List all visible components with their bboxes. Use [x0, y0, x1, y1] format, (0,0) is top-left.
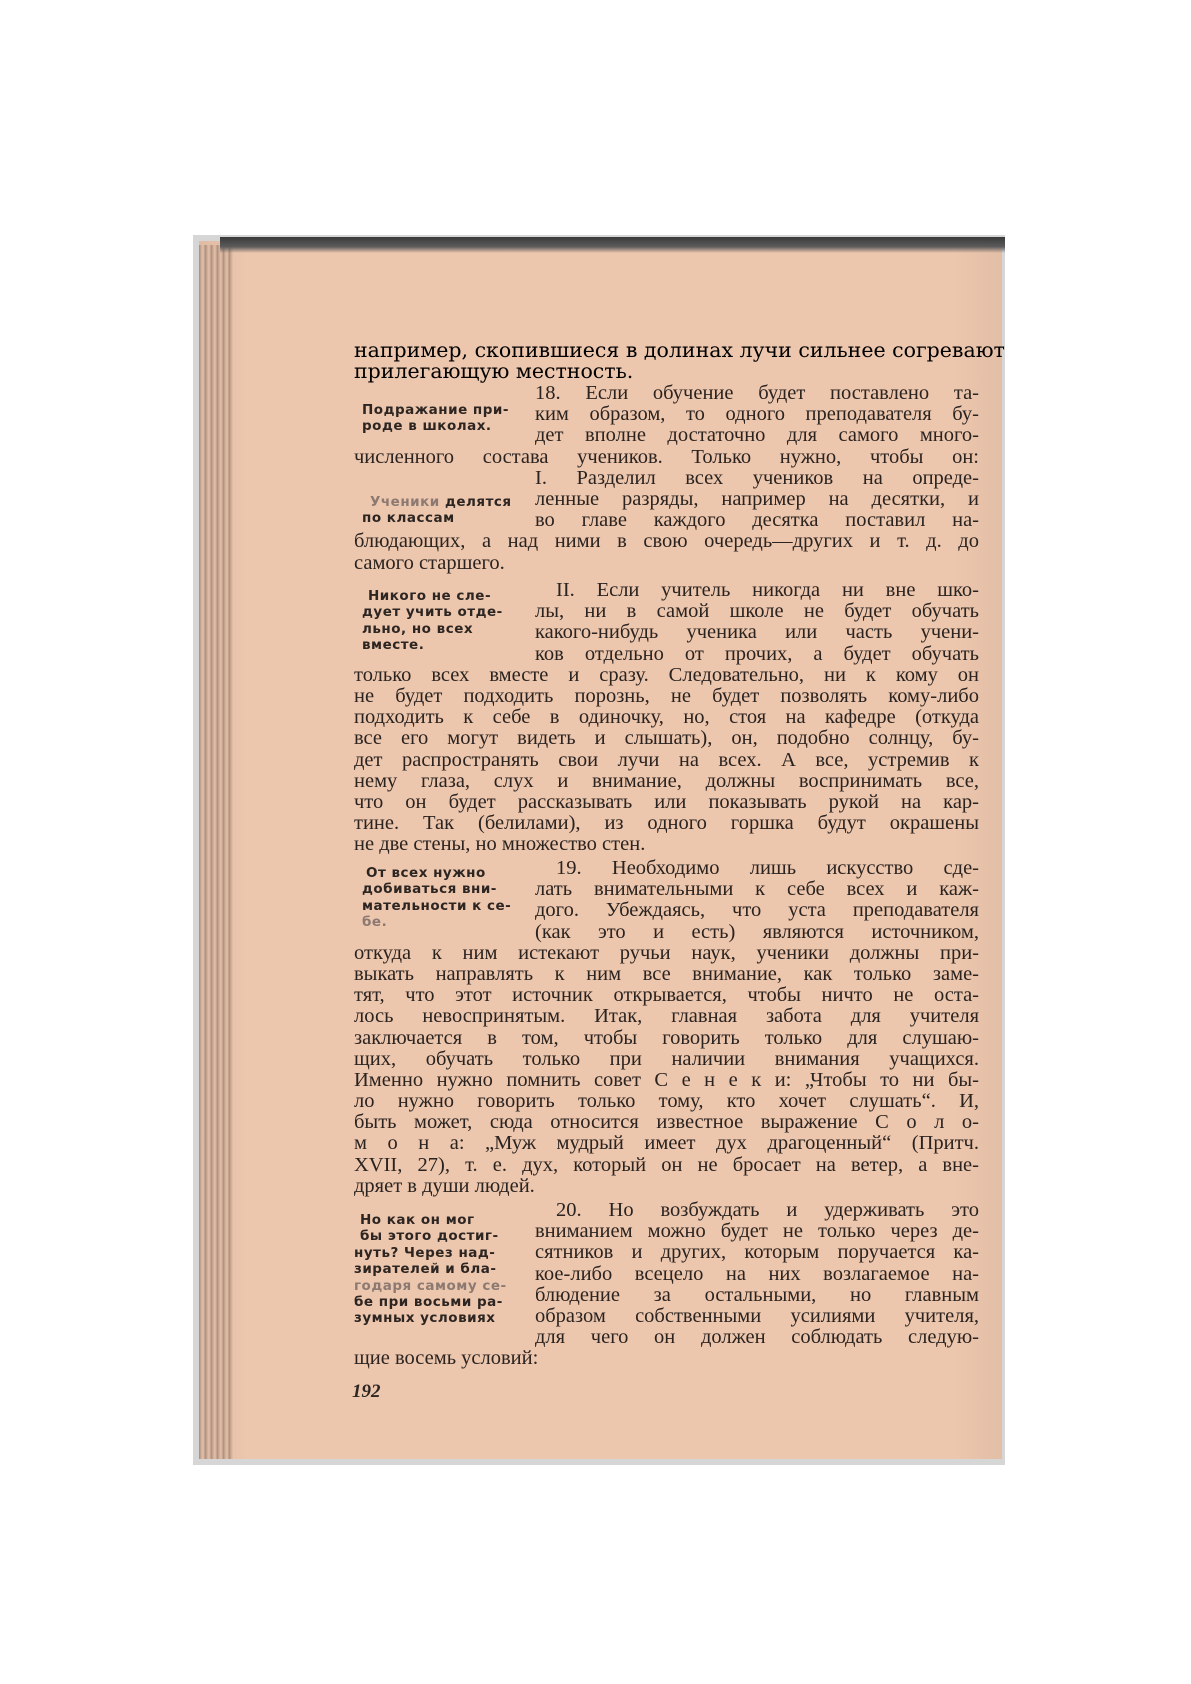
text-line: образом собственными усилиями учителя, [535, 1304, 979, 1327]
text-line: например, скопившиеся в долинах лучи сильнее согревают [354, 338, 1005, 362]
text-line: что он будет рассказывать или показывать рукой на кар- [354, 790, 979, 813]
margin-note-not-separately [362, 588, 543, 654]
margin-note-line: делятся [444, 494, 512, 510]
text-line: блюдающих, а над ними в свою очередь—других и т. д. до [354, 530, 979, 553]
text-line: во главе каждого десятка поставил на- [535, 509, 979, 532]
text-line: заключается в том, чтобы говорить только для слушаю- [354, 1026, 979, 1049]
text-line: блюдение за остальными, но главным [535, 1283, 979, 1306]
text-line: не две стены, но множество стен. [354, 833, 646, 856]
margin-note-line: бе при восьми ра- [354, 1294, 503, 1311]
text-line: лось невоспринятым. Итак, главная забота для учителя [354, 1005, 979, 1028]
text-line: ло нужно говорить только тому, кто хочет слушать“. И, [354, 1090, 979, 1113]
text-line: кое-либо всецело на них возлагаемое на- [535, 1262, 979, 1285]
text-line: XVII, 27), т. е. дух, который он не бросает на ветер, а вне- [354, 1153, 979, 1176]
text-line: ленные разряды, например на десятки, и [535, 487, 979, 510]
margin-note-how [354, 1212, 535, 1327]
text-line: дого. Убеждаясь, что уста преподавателя [535, 899, 979, 922]
text-line: для чего он должен соблюдать следую- [535, 1326, 979, 1349]
margin-note-line: льно, но всех [362, 620, 474, 637]
text-line: вниманием можно будет не только через де- [535, 1220, 979, 1243]
margin-note-line: зумных условиях [354, 1310, 496, 1327]
text-line: подходить к себе в одиночку, но, стоя на кафедре (откуда [354, 706, 979, 729]
text-line: I. Разделил всех учеников на опреде- [535, 466, 979, 489]
margin-note-classes [362, 494, 545, 527]
text-line: дет вполне достаточно для самого много- [535, 424, 979, 447]
text-line: откуда к ним истекают ручьи наук, ученики должны при- [354, 941, 979, 964]
text-line: 18. Если обучение будет поставлено та- [535, 382, 979, 404]
text-line: лы, ни в самой школе не будет обучать [535, 600, 979, 623]
margin-note-faded-text: годаря самому се- [354, 1277, 507, 1294]
text-line: все его могут видеть и слышать), он, подобно солнцу, бу- [354, 727, 979, 750]
page-edge-stack [199, 245, 233, 1459]
margin-note-line: нуть? Через над- [354, 1244, 496, 1261]
text-line: 20. Но возбуждать и удерживать это [556, 1199, 979, 1221]
text-line: м о н а: „Муж мудрый имеет дух драгоценный“ (Притч. [354, 1132, 979, 1155]
text-line: быть может, сюда относится известное выражение С о л о- [354, 1111, 979, 1134]
text-lines-top [354, 338, 1005, 384]
text-line: ков отдельно от прочих, а будет обучать [535, 642, 979, 665]
margin-note-attention [362, 865, 541, 931]
page-top-shadow [220, 237, 1005, 253]
text-line: щие восемь условий: [354, 1347, 539, 1370]
page-number: 192 [352, 1381, 381, 1402]
text-line: самого старшего. [354, 551, 505, 574]
text-line: тят, что этот источник открывается, чтобы ничто не оста- [354, 984, 979, 1007]
margin-note-faded-text: Ученики [370, 494, 440, 510]
text-line: численного состава учеников. Только нужно, чтобы он: [354, 445, 979, 468]
text-line: нему глаза, слух и внимание, должны воспринимать все, [354, 769, 979, 792]
text-line: тине. Так (белилами), из одного горшка будут окрашены [354, 812, 979, 835]
text-line: сятников и других, которым поручается ка- [535, 1241, 979, 1264]
text-line: II. Если учитель никогда ни вне шко- [556, 579, 979, 601]
margin-note-line: роде в школах. [362, 418, 492, 435]
margin-note-line: От всех нужно [366, 865, 486, 881]
text-line: дет распространять свои лучи на всех. А все, устремив к [354, 748, 979, 771]
text-line: прилегающую местность. [354, 359, 634, 384]
text-line: только всех вместе и сразу. Следовательно, ни к кому он [354, 663, 979, 686]
text-line: ким образом, то одного преподавателя бу- [535, 403, 979, 426]
text-line: (как это и есть) являются источником, [535, 920, 979, 943]
text-line: выкать направлять к ним все внимание, как только заме- [354, 962, 979, 985]
margin-note-line: вместе. [362, 637, 425, 654]
margin-note-line: по классам [362, 510, 455, 527]
text-line: 19. Необходимо лишь искусство сде- [556, 857, 979, 879]
text-line: какого-нибудь ученика или часть учени- [535, 621, 979, 644]
margin-note-line: дует учить отде- [362, 604, 503, 621]
text-line: щих, обучать только при наличии внимания учащихся. [354, 1047, 979, 1070]
text-line: лать внимательными к себе всех и каж- [535, 878, 979, 901]
margin-note-line: зирателей и бла- [354, 1261, 497, 1278]
margin-note-imitation [362, 402, 537, 435]
text-line: Именно нужно помнить совет С е н е к и: „Чтобы то ни бы- [354, 1068, 979, 1091]
margin-note-line: добиваться вни- [362, 881, 497, 898]
text-line: не будет подходить порознь, не будет позволять кому-либо [354, 684, 979, 707]
margin-note-line: Подражание при- [362, 402, 509, 418]
margin-note-line: бы этого достиг- [360, 1228, 499, 1245]
margin-note-line: Но как он мог [360, 1212, 475, 1228]
text-line: дряет в души людей. [354, 1174, 535, 1197]
margin-note-faded-text: бе. [362, 914, 388, 931]
margin-note-line: мательности к се- [362, 897, 512, 914]
margin-note-line: Никого не сле- [368, 588, 492, 604]
